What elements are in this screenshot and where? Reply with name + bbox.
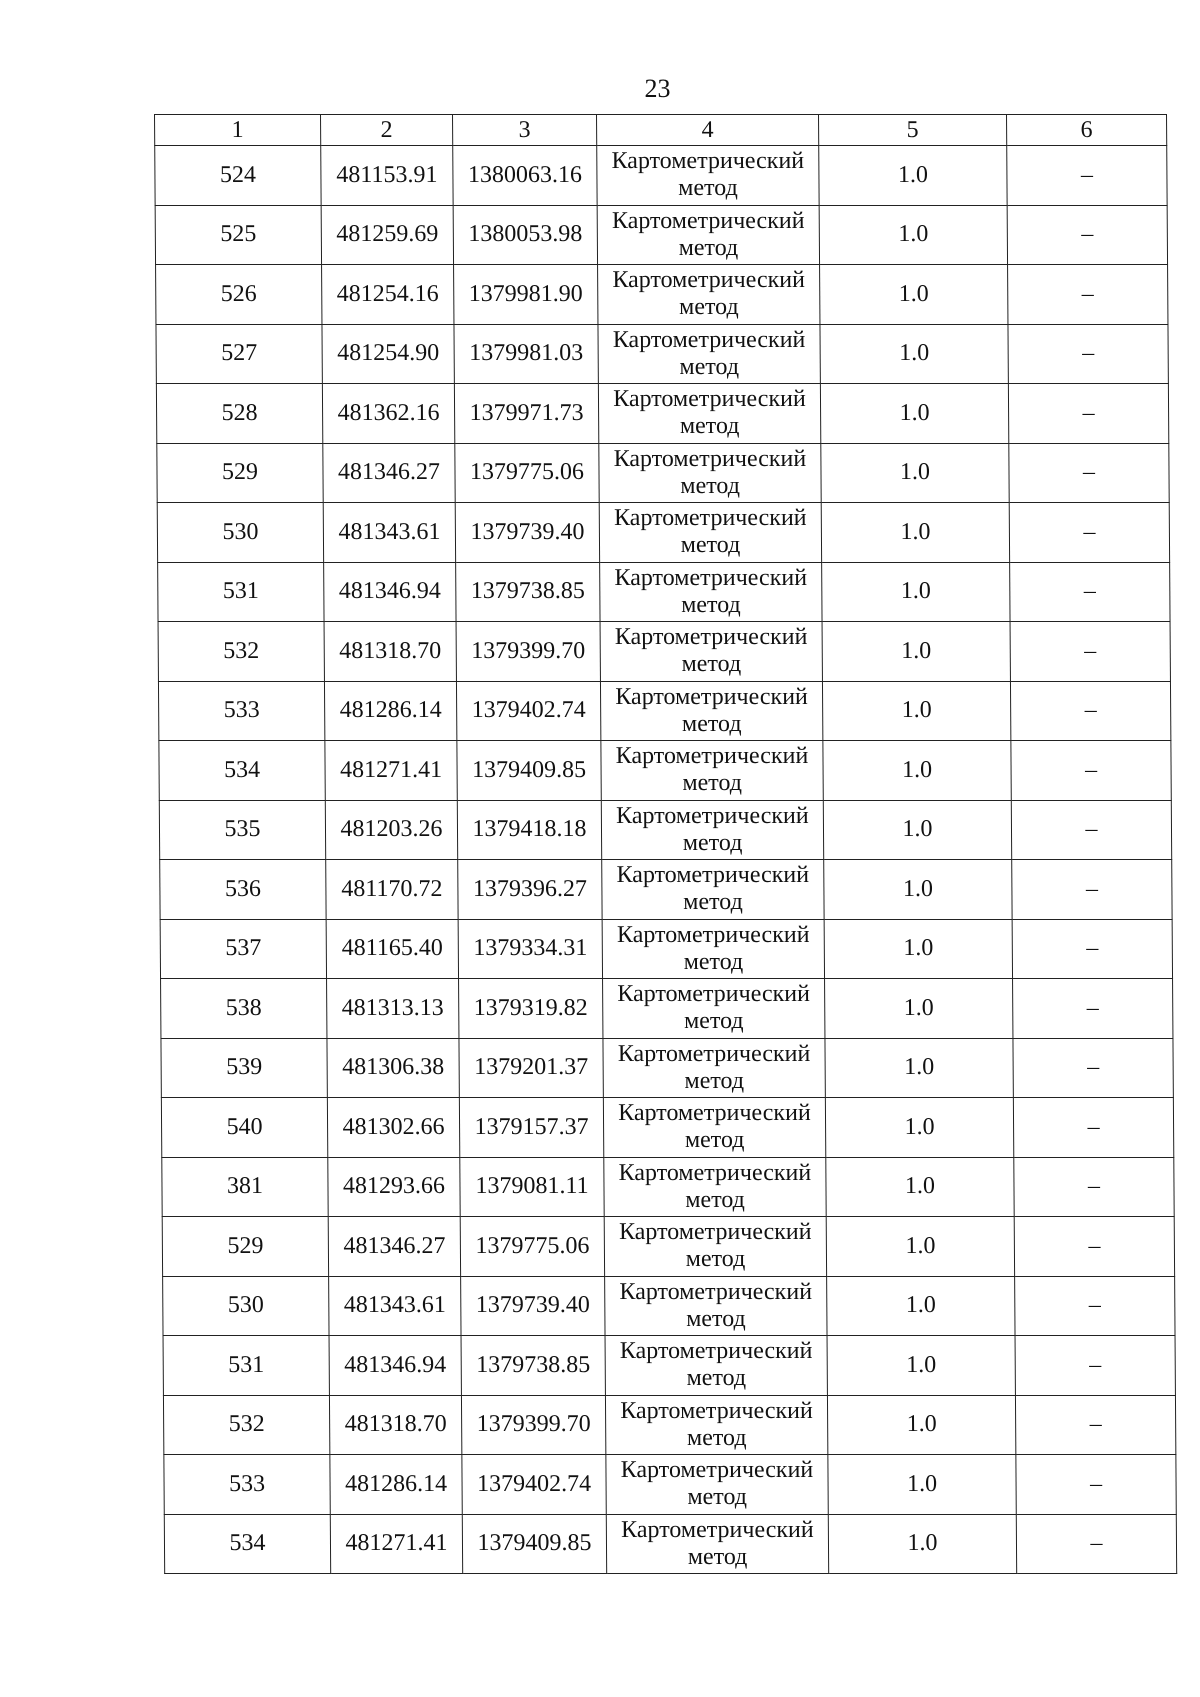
method-line-1: Картометрический bbox=[612, 267, 806, 294]
point-number-cell: 534 bbox=[164, 1514, 330, 1574]
method-line-1: Картометрический bbox=[615, 683, 808, 710]
y-coordinate-cell: 1379981.90 bbox=[454, 265, 598, 325]
method-line-2: метод bbox=[683, 1008, 744, 1035]
method-line-2: метод bbox=[685, 1246, 746, 1273]
method-cell bbox=[598, 265, 820, 325]
method-cell bbox=[600, 622, 822, 682]
note-cell: – bbox=[1016, 1514, 1176, 1574]
point-number-cell: 538 bbox=[161, 979, 327, 1039]
method-cell bbox=[606, 1455, 828, 1515]
table-row bbox=[158, 681, 1170, 741]
method-line-1: Картометрический bbox=[614, 564, 808, 591]
method-cell bbox=[599, 443, 821, 503]
method-line-2: метод bbox=[679, 353, 740, 380]
accuracy-cell: 1.0 bbox=[825, 1038, 1013, 1098]
y-coordinate-cell: 1379971.73 bbox=[454, 384, 598, 444]
x-coordinate-cell: 481293.66 bbox=[328, 1157, 460, 1217]
method-cell bbox=[603, 979, 825, 1039]
point-number-cell: 539 bbox=[161, 1038, 327, 1098]
x-coordinate-cell: 481346.27 bbox=[323, 443, 455, 503]
method-line-2: метод bbox=[680, 532, 741, 559]
y-coordinate-cell: 1379334.31 bbox=[458, 919, 602, 979]
point-number-cell: 532 bbox=[158, 622, 324, 682]
table-row bbox=[164, 1455, 1176, 1515]
x-coordinate-cell: 481153.91 bbox=[321, 146, 453, 206]
method-line-2: метод bbox=[680, 472, 740, 499]
point-number-cell: 527 bbox=[156, 324, 322, 384]
method-line-1: Картометрический bbox=[620, 1397, 813, 1424]
method-cell bbox=[605, 1336, 827, 1396]
point-number-cell: 528 bbox=[156, 384, 322, 444]
note-cell: – bbox=[1013, 1098, 1173, 1158]
method-line-2: метод bbox=[686, 1365, 747, 1392]
y-coordinate-cell: 1379981.03 bbox=[454, 324, 598, 384]
y-coordinate-cell: 1379738.85 bbox=[461, 1336, 605, 1396]
accuracy-cell: 1.0 bbox=[822, 622, 1010, 682]
point-number-cell: 535 bbox=[159, 800, 325, 860]
method-line-2: метод bbox=[685, 1186, 745, 1213]
point-number-cell: 525 bbox=[155, 205, 321, 265]
table-row bbox=[159, 800, 1171, 860]
accuracy-cell: 1.0 bbox=[820, 324, 1008, 384]
method-line-2: метод bbox=[684, 1067, 745, 1094]
method-line-2: метод bbox=[681, 710, 742, 737]
point-number-cell: 529 bbox=[157, 443, 323, 503]
method-line-2: метод bbox=[682, 770, 743, 797]
note-cell: – bbox=[1008, 324, 1168, 384]
point-number-cell: 533 bbox=[164, 1455, 330, 1515]
accuracy-cell: 1.0 bbox=[828, 1514, 1016, 1574]
note-cell: – bbox=[1013, 979, 1173, 1039]
table-row bbox=[163, 1276, 1175, 1336]
x-coordinate-cell: 481286.14 bbox=[330, 1455, 462, 1515]
table-row bbox=[161, 1098, 1173, 1158]
note-cell: – bbox=[1015, 1276, 1175, 1336]
y-coordinate-cell: 1379418.18 bbox=[457, 800, 601, 860]
table-row bbox=[162, 1157, 1174, 1217]
column-header-6: 6 bbox=[1007, 115, 1167, 146]
accuracy-cell: 1.0 bbox=[827, 1276, 1015, 1336]
method-cell bbox=[602, 860, 824, 920]
method-cell bbox=[606, 1514, 828, 1574]
table-row bbox=[157, 443, 1169, 503]
note-cell: – bbox=[1009, 503, 1169, 563]
x-coordinate-cell: 481271.41 bbox=[325, 741, 457, 801]
method-line-1: Картометрический bbox=[620, 1457, 814, 1484]
y-coordinate-cell: 1380053.98 bbox=[453, 205, 597, 265]
table-row bbox=[155, 205, 1167, 265]
method-line-1: Картометрический bbox=[613, 505, 807, 532]
y-coordinate-cell: 1379402.74 bbox=[462, 1455, 606, 1515]
note-cell: – bbox=[1008, 384, 1168, 444]
method-line-1: Картометрический bbox=[621, 1516, 814, 1543]
point-number-cell: 526 bbox=[156, 265, 322, 325]
accuracy-cell: 1.0 bbox=[825, 979, 1013, 1039]
method-line-1: Картометрический bbox=[614, 624, 808, 651]
method-line-2: метод bbox=[683, 889, 743, 916]
note-cell: – bbox=[1008, 265, 1168, 325]
table-row bbox=[160, 919, 1172, 979]
method-line-2: метод bbox=[687, 1484, 748, 1511]
table-body bbox=[155, 146, 1177, 1574]
point-number-cell: 531 bbox=[163, 1336, 329, 1396]
x-coordinate-cell: 481165.40 bbox=[326, 919, 458, 979]
point-number-cell: 381 bbox=[162, 1157, 328, 1217]
x-coordinate-cell: 481346.94 bbox=[329, 1336, 461, 1396]
table-row bbox=[158, 622, 1170, 682]
note-cell: – bbox=[1011, 800, 1171, 860]
method-line-2: метод bbox=[686, 1424, 747, 1451]
accuracy-cell: 1.0 bbox=[819, 205, 1007, 265]
method-cell bbox=[604, 1217, 826, 1277]
table-row bbox=[161, 979, 1173, 1039]
accuracy-cell: 1.0 bbox=[823, 741, 1011, 801]
x-coordinate-cell: 481286.14 bbox=[324, 681, 456, 741]
accuracy-cell: 1.0 bbox=[825, 1098, 1013, 1158]
x-coordinate-cell: 481254.90 bbox=[322, 324, 454, 384]
column-header-5: 5 bbox=[819, 115, 1007, 146]
method-line-2: метод bbox=[684, 1127, 745, 1154]
method-line-1: Картометрический bbox=[618, 1100, 811, 1127]
note-cell: – bbox=[1010, 562, 1170, 622]
note-cell: – bbox=[1015, 1336, 1175, 1396]
y-coordinate-cell: 1379319.82 bbox=[459, 979, 603, 1039]
coordinates-table bbox=[154, 114, 1177, 1574]
note-cell: – bbox=[1011, 741, 1171, 801]
accuracy-cell: 1.0 bbox=[824, 919, 1012, 979]
table-row bbox=[156, 324, 1168, 384]
note-cell: – bbox=[1014, 1217, 1174, 1277]
x-coordinate-cell: 481271.41 bbox=[330, 1514, 462, 1574]
method-line-2: метод bbox=[687, 1543, 748, 1570]
y-coordinate-cell: 1379739.40 bbox=[455, 503, 599, 563]
table-row bbox=[163, 1336, 1175, 1396]
x-coordinate-cell: 481362.16 bbox=[322, 384, 454, 444]
point-number-cell: 540 bbox=[161, 1098, 327, 1158]
page-number: 23 bbox=[644, 74, 671, 103]
note-cell: – bbox=[1010, 622, 1170, 682]
x-coordinate-cell: 481318.70 bbox=[329, 1395, 461, 1455]
point-number-cell: 534 bbox=[159, 741, 325, 801]
point-number-cell: 529 bbox=[162, 1217, 328, 1277]
x-coordinate-cell: 481254.16 bbox=[322, 265, 454, 325]
note-cell: – bbox=[1007, 205, 1167, 265]
note-cell: – bbox=[1012, 919, 1172, 979]
y-coordinate-cell: 1379201.37 bbox=[459, 1038, 603, 1098]
method-line-1: Картометрический bbox=[613, 445, 807, 472]
y-coordinate-cell: 1380063.16 bbox=[453, 146, 597, 206]
point-number-cell: 530 bbox=[163, 1276, 329, 1336]
method-line-1: Картометрический bbox=[616, 862, 810, 889]
x-coordinate-cell: 481343.61 bbox=[329, 1276, 461, 1336]
accuracy-cell: 1.0 bbox=[821, 503, 1009, 563]
point-number-cell: 524 bbox=[155, 146, 321, 206]
method-line-1: Картометрический bbox=[618, 1159, 812, 1186]
accuracy-cell: 1.0 bbox=[824, 860, 1012, 920]
method-line-1: Картометрический bbox=[616, 802, 809, 829]
method-cell bbox=[601, 741, 823, 801]
method-cell bbox=[603, 1038, 825, 1098]
accuracy-cell: 1.0 bbox=[822, 562, 1010, 622]
y-coordinate-cell: 1379081.11 bbox=[460, 1157, 604, 1217]
method-cell bbox=[604, 1157, 826, 1217]
y-coordinate-cell: 1379738.85 bbox=[456, 562, 600, 622]
method-cell bbox=[598, 324, 820, 384]
method-line-1: Картометрический bbox=[617, 1040, 811, 1067]
point-number-cell: 530 bbox=[157, 503, 323, 563]
method-cell bbox=[605, 1276, 827, 1336]
method-line-2: метод bbox=[678, 234, 739, 261]
table-row bbox=[157, 503, 1169, 563]
column-header-4: 4 bbox=[597, 115, 819, 146]
method-line-2: метод bbox=[681, 591, 741, 618]
accuracy-cell: 1.0 bbox=[819, 146, 1007, 206]
y-coordinate-cell: 1379157.37 bbox=[459, 1098, 603, 1158]
y-coordinate-cell: 1379739.40 bbox=[461, 1276, 605, 1336]
table-header-row bbox=[155, 115, 1167, 146]
method-cell bbox=[599, 503, 821, 563]
method-cell bbox=[601, 800, 823, 860]
table-row bbox=[160, 860, 1172, 920]
column-header-3: 3 bbox=[453, 115, 597, 146]
method-cell bbox=[605, 1395, 827, 1455]
y-coordinate-cell: 1379396.27 bbox=[458, 860, 602, 920]
method-line-1: Картометрический bbox=[619, 1338, 813, 1365]
method-cell bbox=[600, 681, 822, 741]
method-cell bbox=[603, 1098, 825, 1158]
method-line-1: Картометрический bbox=[617, 981, 811, 1008]
column-header-1: 1 bbox=[155, 115, 321, 146]
method-cell bbox=[597, 146, 819, 206]
accuracy-cell: 1.0 bbox=[821, 443, 1009, 503]
point-number-cell: 532 bbox=[163, 1395, 329, 1455]
table-row bbox=[156, 384, 1168, 444]
method-cell bbox=[597, 205, 819, 265]
y-coordinate-cell: 1379409.85 bbox=[462, 1514, 606, 1574]
method-line-2: метод bbox=[678, 294, 739, 321]
x-coordinate-cell: 481170.72 bbox=[326, 860, 458, 920]
note-cell: – bbox=[1015, 1395, 1175, 1455]
y-coordinate-cell: 1379402.74 bbox=[456, 681, 600, 741]
x-coordinate-cell: 481259.69 bbox=[321, 205, 453, 265]
method-line-1: Картометрический bbox=[613, 386, 806, 413]
method-line-1: Картометрический bbox=[611, 148, 805, 175]
point-number-cell: 531 bbox=[158, 562, 324, 622]
method-cell bbox=[600, 562, 822, 622]
table-row bbox=[155, 146, 1167, 206]
table-row bbox=[163, 1395, 1175, 1455]
x-coordinate-cell: 481203.26 bbox=[325, 800, 457, 860]
method-line-2: метод bbox=[686, 1305, 746, 1332]
accuracy-cell: 1.0 bbox=[826, 1157, 1014, 1217]
method-line-2: метод bbox=[682, 829, 743, 856]
method-line-2: метод bbox=[679, 413, 740, 440]
method-line-1: Картометрический bbox=[619, 1278, 813, 1305]
point-number-cell: 537 bbox=[160, 919, 326, 979]
accuracy-cell: 1.0 bbox=[820, 265, 1008, 325]
accuracy-cell: 1.0 bbox=[822, 681, 1010, 741]
note-cell: – bbox=[1012, 860, 1172, 920]
accuracy-cell: 1.0 bbox=[823, 800, 1011, 860]
method-cell bbox=[598, 384, 820, 444]
x-coordinate-cell: 481346.94 bbox=[324, 562, 456, 622]
method-line-1: Картометрический bbox=[611, 207, 805, 234]
accuracy-cell: 1.0 bbox=[828, 1455, 1016, 1515]
method-line-2: метод bbox=[678, 175, 738, 202]
accuracy-cell: 1.0 bbox=[827, 1395, 1015, 1455]
method-line-2: метод bbox=[681, 651, 742, 678]
x-coordinate-cell: 481318.70 bbox=[324, 622, 456, 682]
table-row bbox=[156, 265, 1168, 325]
method-line-2: метод bbox=[683, 948, 744, 975]
note-cell: – bbox=[1014, 1157, 1174, 1217]
note-cell: – bbox=[1013, 1038, 1173, 1098]
accuracy-cell: 1.0 bbox=[827, 1336, 1015, 1396]
method-line-1: Картометрический bbox=[616, 921, 810, 948]
table-row bbox=[164, 1514, 1176, 1574]
method-line-1: Картометрический bbox=[615, 743, 809, 770]
x-coordinate-cell: 481346.27 bbox=[328, 1217, 460, 1277]
note-cell: – bbox=[1016, 1455, 1176, 1515]
column-header-2: 2 bbox=[321, 115, 453, 146]
note-cell: – bbox=[1010, 681, 1170, 741]
point-number-cell: 536 bbox=[160, 860, 326, 920]
accuracy-cell: 1.0 bbox=[820, 384, 1008, 444]
y-coordinate-cell: 1379409.85 bbox=[457, 741, 601, 801]
table-row bbox=[159, 741, 1171, 801]
note-cell: – bbox=[1007, 146, 1167, 206]
note-cell: – bbox=[1009, 443, 1169, 503]
y-coordinate-cell: 1379775.06 bbox=[460, 1217, 604, 1277]
x-coordinate-cell: 481306.38 bbox=[327, 1038, 459, 1098]
y-coordinate-cell: 1379775.06 bbox=[455, 443, 599, 503]
y-coordinate-cell: 1379399.70 bbox=[456, 622, 600, 682]
method-line-1: Картометрический bbox=[612, 326, 806, 353]
method-cell bbox=[602, 919, 824, 979]
method-line-1: Картометрический bbox=[618, 1219, 812, 1246]
y-coordinate-cell: 1379399.70 bbox=[461, 1395, 605, 1455]
x-coordinate-cell: 481313.13 bbox=[327, 979, 459, 1039]
table-row bbox=[162, 1217, 1174, 1277]
table-row bbox=[161, 1038, 1173, 1098]
x-coordinate-cell: 481302.66 bbox=[327, 1098, 459, 1158]
point-number-cell: 533 bbox=[158, 681, 324, 741]
accuracy-cell: 1.0 bbox=[826, 1217, 1014, 1277]
table-row bbox=[158, 562, 1170, 622]
x-coordinate-cell: 481343.61 bbox=[323, 503, 455, 563]
